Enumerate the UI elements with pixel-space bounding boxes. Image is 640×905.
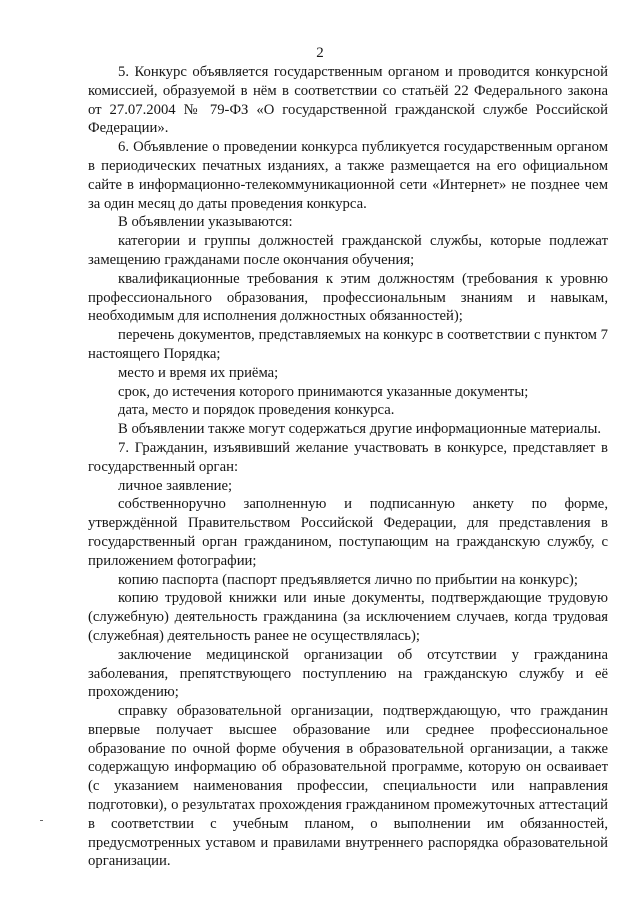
document-line-education-certificate: справку образовательной организации, подтверждающую, что гражданин впервые получает высшее образование или среднее профессиональное образование по очной форме обучения в образовательной организации, а также содержащую информацию об образовательной программе, которую он осваивает (с указанием наименования профессии, специальности или направления подготовки), о результатах прохождения гражданином промежуточных аттестаций в соответствии с учебным планом, о выполнении им обязанностей, предусмотренных уставом и правилами внутреннего распорядка образовательной организации. xyxy=(88,703,608,870)
announcement-other-materials: В объявлении также могут содержаться другие информационные материалы. xyxy=(118,421,602,438)
scan-mark xyxy=(40,820,43,821)
document-line-medical-conclusion: заключение медицинской организации об отсутствии у гражданина заболевания, препятствующего поступлению на гражданскую службу и её прохождению; xyxy=(88,646,608,701)
announcement-line-deadline: срок, до истечения которого принимаются указанные документы; xyxy=(118,383,529,400)
announcement-line-contest-date: дата, место и порядок проведения конкурса. xyxy=(118,402,395,419)
document-line-employment-record: копию трудовой книжки или иные документы, подтверждающие трудовую (служебную) деятельность гражданина (за исключением случаев, когда трудовая (служебная) деятельность ранее не осуществлялась); xyxy=(88,590,608,644)
announcement-line-categories: категории и группы должностей гражданской службы, которые подлежат замещению гражданами после окончания обучения; xyxy=(88,233,608,268)
announcement-line-requirements: квалификационные требования к этим должностям (требования к уровню профессионального образования, профессиональным знаниям и навыкам, необходимым для исполнения должностных обязанностей); xyxy=(88,270,608,325)
paragraph-item-6: 6. Объявление о проведении конкурса публикуется государственным органом в периодических печатных изданиях, а также размещается на его официальном сайте в информационно-телекоммуникационной сети «Интернет» не позднее чем за один месяц до даты проведения конкурса. xyxy=(88,139,608,212)
document-line-application: личное заявление; xyxy=(118,477,233,494)
document-body xyxy=(88,63,608,871)
announcement-line-place-time: место и время их приёма; xyxy=(118,364,279,381)
document-line-questionnaire: собственноручно заполненную и подписанную анкету по форме, утверждённой Правительством Российской Федерации, для представления в государственный орган гражданином, поступающим на гражданскую службу, с приложением фотографии; xyxy=(88,496,608,569)
document-line-passport: копию паспорта (паспорт предъявляется лично по прибытии на конкурс); xyxy=(118,571,578,588)
announcement-line-documents: перечень документов, представляемых на конкурс в соответствии с пунктом 7 настоящего Порядка; xyxy=(88,327,608,362)
announcement-intro: В объявлении указываются: xyxy=(118,214,293,231)
page-number: 2 xyxy=(316,45,324,61)
paragraph-item-7: 7. Гражданин, изъявивший желание участвовать в конкурсе, представляет в государственный орган: xyxy=(88,439,608,475)
paragraph-item-5: 5. Конкурс объявляется государственным органом и проводится конкурсной комиссией, образуемой в нём в соответствии со статьёй 22 Федерального закона от 27.07.2004 № 79-ФЗ «О государственной гражданской службе Российской Федерации». xyxy=(88,64,608,137)
